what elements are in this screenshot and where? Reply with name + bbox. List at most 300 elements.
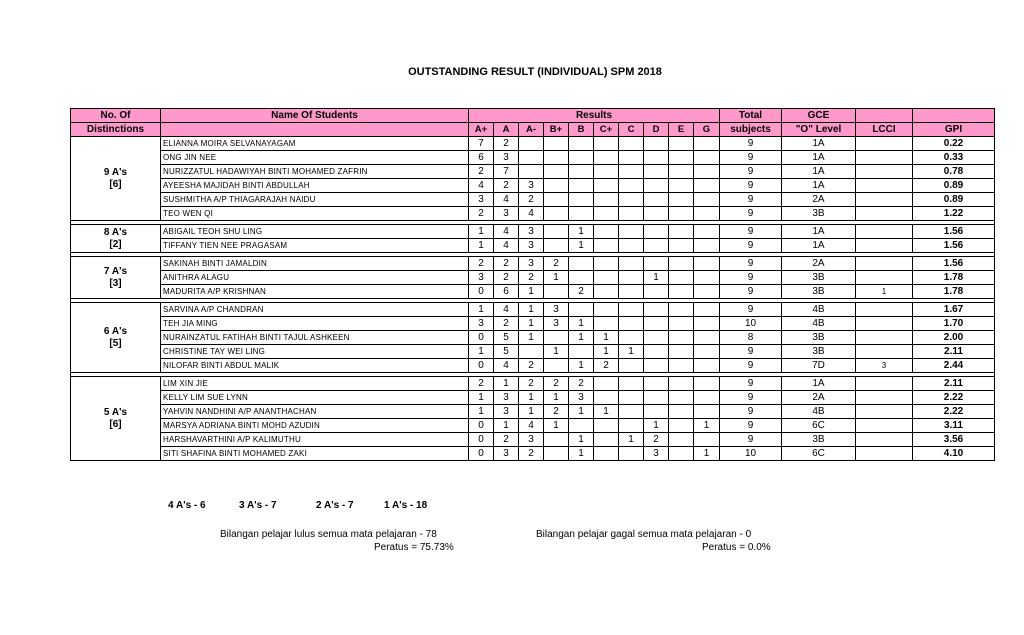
grade-header: G (694, 123, 720, 137)
grade-count: 1 (469, 391, 494, 405)
grade-count (669, 179, 694, 193)
grade-count (569, 257, 594, 271)
grade-count: 2 (494, 179, 519, 193)
grade-count: 1 (569, 331, 594, 345)
summary-4a: 4 A's - 6 (168, 500, 206, 511)
grade-count (619, 405, 644, 419)
grade-count: 1 (569, 225, 594, 239)
grade-count: 2 (544, 405, 569, 419)
grade-count: 1 (519, 405, 544, 419)
grade-count (644, 257, 669, 271)
grade-count (619, 377, 644, 391)
fail-all-count: Bilangan pelajar gagal semua mata pelajaran - 0 (536, 529, 752, 540)
total-subjects: 9 (720, 179, 782, 193)
grade-count (644, 359, 669, 373)
gpi-value: 2.11 (913, 377, 995, 391)
table-row (71, 165, 995, 179)
student-name: SARVINA A/P CHANDRAN (161, 303, 469, 317)
grade-count: 1 (594, 405, 619, 419)
lcci-value (856, 239, 913, 253)
table-row (71, 433, 995, 447)
grade-count: 3 (519, 257, 544, 271)
table-row (71, 225, 995, 239)
header-name-2 (161, 123, 469, 137)
distinction-group-label (71, 225, 161, 253)
grade-count (544, 359, 569, 373)
gce-level: 3B (782, 207, 856, 221)
grade-count: 3 (519, 225, 544, 239)
grade-count: 0 (469, 331, 494, 345)
grade-count: 1 (544, 419, 569, 433)
lcci-value (856, 377, 913, 391)
gpi-value: 2.11 (913, 345, 995, 359)
grade-count (644, 165, 669, 179)
header-row-2 (71, 123, 995, 137)
grade-count (694, 331, 720, 345)
gpi-value: 2.22 (913, 405, 995, 419)
summary-1a: 1 A's - 18 (384, 500, 428, 511)
total-subjects: 9 (720, 137, 782, 151)
student-name: SITI SHAFINA BINTI MOHAMED ZAKI (161, 447, 469, 461)
grade-count (594, 151, 619, 165)
grade-count (694, 433, 720, 447)
grade-header: A (494, 123, 519, 137)
grade-count: 3 (494, 391, 519, 405)
grade-count (669, 405, 694, 419)
grade-count: 1 (544, 391, 569, 405)
grade-count (619, 207, 644, 221)
grade-count: 1 (469, 225, 494, 239)
grade-count: 2 (494, 271, 519, 285)
gpi-value: 1.56 (913, 239, 995, 253)
grade-count (544, 207, 569, 221)
gce-level: 4B (782, 317, 856, 331)
total-subjects: 8 (720, 331, 782, 345)
grade-count: 1 (519, 285, 544, 299)
grade-count (644, 345, 669, 359)
table-row (71, 257, 995, 271)
lcci-value (856, 303, 913, 317)
grade-count (569, 165, 594, 179)
table-row (71, 303, 995, 317)
grade-count (644, 331, 669, 345)
grade-count: 6 (469, 151, 494, 165)
grade-count: 3 (644, 447, 669, 461)
grade-count: 1 (694, 447, 720, 461)
grade-count (669, 239, 694, 253)
grade-count (669, 137, 694, 151)
grade-count (594, 271, 619, 285)
grade-count (544, 285, 569, 299)
grade-count (594, 257, 619, 271)
student-name: ANITHRA ALAGU (161, 271, 469, 285)
total-subjects: 9 (720, 207, 782, 221)
grade-count (669, 151, 694, 165)
gce-level: 1A (782, 239, 856, 253)
grade-count: 0 (469, 447, 494, 461)
grade-count: 3 (519, 239, 544, 253)
grade-count (694, 405, 720, 419)
grade-count (644, 405, 669, 419)
grade-count: 3 (544, 303, 569, 317)
grade-count (669, 303, 694, 317)
lcci-value (856, 391, 913, 405)
lcci-value (856, 405, 913, 419)
grade-count: 2 (469, 165, 494, 179)
grade-count: 1 (644, 419, 669, 433)
grade-count: 1 (544, 345, 569, 359)
distinction-group-label (71, 303, 161, 373)
grade-count (669, 207, 694, 221)
grade-count (694, 317, 720, 331)
grade-count: 1 (519, 331, 544, 345)
lcci-value (856, 225, 913, 239)
total-subjects: 9 (720, 405, 782, 419)
grade-count (544, 151, 569, 165)
distinction-count: [3] (109, 277, 122, 289)
distinction-group-label (71, 377, 161, 461)
distinction-label: 7 A's (103, 265, 128, 277)
lcci-value (856, 137, 913, 151)
grade-count: 3 (494, 151, 519, 165)
grade-count: 1 (519, 317, 544, 331)
gpi-value: 1.67 (913, 303, 995, 317)
grade-count (594, 317, 619, 331)
total-subjects: 9 (720, 239, 782, 253)
gce-level: 3B (782, 331, 856, 345)
grade-count: 0 (469, 285, 494, 299)
grade-count (669, 359, 694, 373)
grade-count (544, 239, 569, 253)
grade-count (594, 433, 619, 447)
grade-count (644, 225, 669, 239)
grade-count (544, 433, 569, 447)
grade-count (594, 207, 619, 221)
grade-count: 2 (519, 193, 544, 207)
table-row (71, 317, 995, 331)
lcci-value (856, 193, 913, 207)
gce-level: 1A (782, 151, 856, 165)
total-subjects: 9 (720, 303, 782, 317)
summary-2a: 2 A's - 7 (316, 500, 354, 511)
grade-count: 4 (519, 419, 544, 433)
table-row (71, 271, 995, 285)
gpi-value: 1.78 (913, 285, 995, 299)
distinction-count: [6] (109, 178, 122, 190)
grade-count: 7 (469, 137, 494, 151)
grade-count (569, 137, 594, 151)
grade-count: 4 (494, 359, 519, 373)
gce-level: 7D (782, 359, 856, 373)
grade-count (644, 239, 669, 253)
grade-count (644, 137, 669, 151)
student-name: ONG JIN NEE (161, 151, 469, 165)
gpi-value: 3.11 (913, 419, 995, 433)
grade-count: 2 (519, 377, 544, 391)
grade-count (669, 391, 694, 405)
table-row (71, 179, 995, 193)
grade-count: 2 (469, 257, 494, 271)
total-subjects: 9 (720, 165, 782, 179)
grade-count (569, 179, 594, 193)
gpi-value: 0.89 (913, 179, 995, 193)
gce-level: 2A (782, 257, 856, 271)
grade-count (644, 207, 669, 221)
table-row (71, 285, 995, 299)
student-name: KELLY LIM SUE LYNN (161, 391, 469, 405)
table-row (71, 377, 995, 391)
student-name: MARSYA ADRIANA BINTI MOHD AZUDIN (161, 419, 469, 433)
gce-level: 1A (782, 225, 856, 239)
lcci-value (856, 317, 913, 331)
grade-header: D (644, 123, 669, 137)
grade-count (594, 447, 619, 461)
total-subjects: 9 (720, 377, 782, 391)
grade-count: 2 (494, 257, 519, 271)
grade-count: 1 (494, 419, 519, 433)
grade-count: 2 (569, 285, 594, 299)
grade-count (669, 257, 694, 271)
gpi-value: 1.56 (913, 257, 995, 271)
grade-count: 2 (544, 377, 569, 391)
grade-count (619, 271, 644, 285)
distinction-group-label (71, 257, 161, 299)
gce-level: 4B (782, 303, 856, 317)
lcci-value (856, 433, 913, 447)
grade-header: C (619, 123, 644, 137)
grade-count (519, 137, 544, 151)
grade-count (544, 179, 569, 193)
grade-count: 1 (569, 433, 594, 447)
grade-count (669, 331, 694, 345)
grade-count: 0 (469, 419, 494, 433)
grade-header: B+ (544, 123, 569, 137)
grade-count: 1 (569, 405, 594, 419)
grade-count: 3 (494, 405, 519, 419)
gpi-value: 4.10 (913, 447, 995, 461)
grade-count: 2 (644, 433, 669, 447)
grade-count (694, 165, 720, 179)
grade-count (644, 179, 669, 193)
grade-count (594, 391, 619, 405)
grade-count: 3 (569, 391, 594, 405)
grade-count (544, 331, 569, 345)
grade-count (519, 345, 544, 359)
grade-count: 2 (519, 359, 544, 373)
grade-count: 4 (494, 225, 519, 239)
header-gce-2: "O" Level (782, 123, 856, 137)
gpi-value: 0.78 (913, 165, 995, 179)
grade-count (619, 419, 644, 433)
table-row (71, 207, 995, 221)
grade-count (594, 239, 619, 253)
table-row (71, 137, 995, 151)
grade-count: 1 (544, 271, 569, 285)
grade-count: 3 (469, 317, 494, 331)
student-name: NURAINZATUL FATIHAH BINTI TAJUL ASHKEEN (161, 331, 469, 345)
distinction-count: [5] (109, 337, 122, 349)
grade-count (544, 225, 569, 239)
grade-count (619, 137, 644, 151)
total-subjects: 9 (720, 419, 782, 433)
grade-count: 0 (469, 433, 494, 447)
grade-count (594, 285, 619, 299)
grade-count (619, 447, 644, 461)
grade-count (694, 207, 720, 221)
grade-count: 0 (469, 359, 494, 373)
grade-count (669, 317, 694, 331)
gce-level: 6C (782, 447, 856, 461)
grade-count: 2 (494, 137, 519, 151)
gce-level: 4B (782, 405, 856, 419)
grade-count: 3 (469, 193, 494, 207)
total-subjects: 9 (720, 151, 782, 165)
grade-count (669, 165, 694, 179)
grade-count: 6 (494, 285, 519, 299)
grade-count: 1 (594, 345, 619, 359)
grade-count (644, 303, 669, 317)
grade-count (544, 193, 569, 207)
grade-count (669, 433, 694, 447)
grade-count: 3 (544, 317, 569, 331)
grade-count: 1 (694, 419, 720, 433)
grade-count (544, 447, 569, 461)
grade-count: 1 (469, 239, 494, 253)
grade-count (619, 303, 644, 317)
grade-count: 2 (519, 447, 544, 461)
grade-count (519, 165, 544, 179)
grade-count (594, 193, 619, 207)
student-name: SUSHMITHA A/P THIAGARAJAH NAIDU (161, 193, 469, 207)
grade-count (569, 207, 594, 221)
distinction-label: 6 A's (103, 325, 128, 337)
grade-count (694, 137, 720, 151)
student-name: NILOFAR BINTI ABDUL MALIK (161, 359, 469, 373)
grade-count (694, 257, 720, 271)
total-subjects: 9 (720, 285, 782, 299)
grade-count: 3 (469, 271, 494, 285)
grade-count: 1 (519, 391, 544, 405)
table-row (71, 331, 995, 345)
grade-count (594, 165, 619, 179)
pass-percentage: Peratus = 75.73% (374, 542, 454, 553)
grade-count (669, 225, 694, 239)
grade-count (569, 303, 594, 317)
grade-count: 2 (569, 377, 594, 391)
grade-count (669, 271, 694, 285)
grade-count (694, 271, 720, 285)
grade-count: 2 (594, 359, 619, 373)
header-total: Total (720, 109, 782, 123)
distinction-label: 9 A's (103, 166, 128, 178)
grade-count (669, 419, 694, 433)
page-title: OUTSTANDING RESULT (INDIVIDUAL) SPM 2018 (408, 66, 662, 78)
student-name: TIFFANY TIEN NEE PRAGASAM (161, 239, 469, 253)
fail-percentage: Peratus = 0.0% (702, 542, 771, 553)
grade-header: A+ (469, 123, 494, 137)
table-row (71, 345, 995, 359)
grade-count (569, 271, 594, 285)
table-row (71, 359, 995, 373)
grade-count (594, 419, 619, 433)
grade-count (644, 285, 669, 299)
grade-count: 1 (569, 447, 594, 461)
gpi-value: 1.70 (913, 317, 995, 331)
header-gpi-top (913, 109, 995, 123)
gce-level: 1A (782, 179, 856, 193)
grade-count: 2 (469, 377, 494, 391)
table-row (71, 193, 995, 207)
grade-header: A- (519, 123, 544, 137)
grade-header: B (569, 123, 594, 137)
grade-count (644, 391, 669, 405)
gpi-value: 2.44 (913, 359, 995, 373)
header-total-2: subjects (720, 123, 782, 137)
gce-level: 2A (782, 391, 856, 405)
grade-count (669, 377, 694, 391)
total-subjects: 10 (720, 317, 782, 331)
gce-level: 3B (782, 345, 856, 359)
grade-header: E (669, 123, 694, 137)
total-subjects: 9 (720, 391, 782, 405)
grade-count: 3 (494, 207, 519, 221)
grade-count (569, 193, 594, 207)
student-name: AYEESHA MAJIDAH BINTI ABDULLAH (161, 179, 469, 193)
gce-level: 3B (782, 433, 856, 447)
grade-count: 1 (469, 303, 494, 317)
grade-count (694, 345, 720, 359)
grade-count (619, 225, 644, 239)
grade-count (594, 377, 619, 391)
gpi-value: 0.33 (913, 151, 995, 165)
student-name: MADURITA A/P KRISHNAN (161, 285, 469, 299)
total-subjects: 9 (720, 271, 782, 285)
gpi-value: 1.78 (913, 271, 995, 285)
student-name: CHRISTINE TAY WEI LING (161, 345, 469, 359)
grade-count (569, 345, 594, 359)
grade-count: 1 (469, 405, 494, 419)
grade-count: 1 (569, 239, 594, 253)
student-name: TEO WEN QI (161, 207, 469, 221)
table-row (71, 151, 995, 165)
total-subjects: 9 (720, 193, 782, 207)
grade-count (619, 179, 644, 193)
grade-count (619, 239, 644, 253)
lcci-value: 3 (856, 359, 913, 373)
grade-count (644, 377, 669, 391)
distinction-count: [2] (109, 238, 122, 250)
gce-level: 2A (782, 193, 856, 207)
grade-count: 1 (619, 345, 644, 359)
summary-3a: 3 A's - 7 (239, 500, 277, 511)
gpi-value: 1.22 (913, 207, 995, 221)
grade-count: 1 (644, 271, 669, 285)
grade-count (594, 225, 619, 239)
gce-level: 1A (782, 377, 856, 391)
lcci-value (856, 345, 913, 359)
grade-count: 1 (494, 377, 519, 391)
grade-count (594, 179, 619, 193)
grade-count: 2 (494, 433, 519, 447)
grade-count (594, 303, 619, 317)
grade-count (544, 165, 569, 179)
lcci-value (856, 419, 913, 433)
grade-count (694, 359, 720, 373)
grade-header: C+ (594, 123, 619, 137)
grade-count: 4 (494, 239, 519, 253)
student-name: HARSHAVARTHINI A/P KALIMUTHU (161, 433, 469, 447)
grade-count: 5 (494, 331, 519, 345)
